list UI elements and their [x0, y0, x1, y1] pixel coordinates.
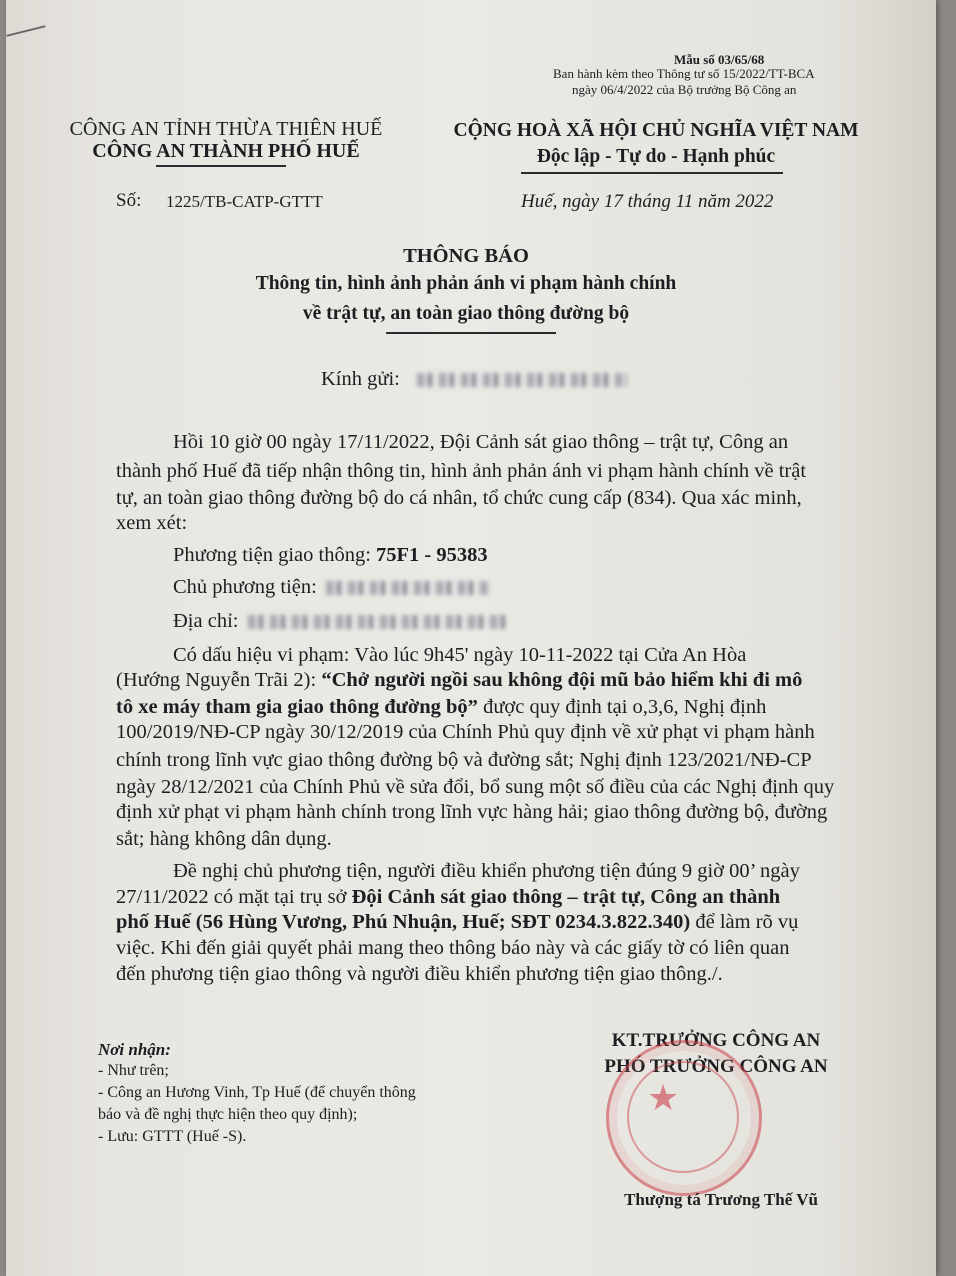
p1-line-2: thành phố Huế đã tiếp nhận thông tin, hình ảnh phản ánh vi phạm hành chính về trật	[116, 460, 807, 482]
address-label: Địa chỉ:	[173, 610, 239, 632]
form-number: Mẫu số 03/65/68	[674, 52, 765, 67]
owner-label: Chủ phương tiện:	[173, 576, 317, 598]
pen-mark	[6, 25, 45, 37]
notice-subtitle-1: Thông tin, hình ảnh phản ánh vi phạm hành chính	[255, 273, 677, 294]
doc-number: 1225/TB-CATP-GTTT	[166, 192, 323, 211]
notice-title: THÔNG BÁO	[403, 245, 529, 267]
national-title: CỘNG HOÀ XÃ HỘI CHỦ NGHĨA VIỆT NAM	[453, 120, 859, 141]
violation-line-5: chính trong lĩnh vực giao thông đường bộ và đường sắt; Nghị định 123/2021/NĐ-CP	[116, 749, 812, 771]
p1-line-4: xem xét:	[116, 512, 188, 534]
recipient-item-2a: - Công an Hương Vinh, Tp Huế (để chuyển thông	[98, 1084, 416, 1101]
title-underline	[386, 332, 556, 334]
agency-parent: CÔNG AN TỈNH THỪA THIÊN HUẾ	[69, 118, 383, 140]
official-seal	[606, 1040, 762, 1196]
seal-star-icon: ★	[647, 1078, 680, 1118]
request-date: 27/11/2022 có mặt tại trụ sở	[116, 886, 352, 908]
request-address: phố Huế (56 Hùng Vương, Phú Nhuận, Huế; SĐT 0234.3.822.340)	[116, 911, 691, 933]
violation-line-8: sắt; hàng không dân dụng.	[116, 828, 332, 850]
request-line-1: Đề nghị chủ phương tiện, người điều khiển phương tiện đúng 9 giờ 00’ ngày	[173, 860, 800, 882]
owner-row	[173, 572, 491, 603]
request-line-5: đến phương tiện giao thông và người điều khiển phương tiện giao thông./.	[116, 963, 723, 985]
recipient-redacted	[417, 373, 627, 387]
place-date: Huế, ngày 17 tháng 11 năm 2022	[521, 191, 774, 212]
agency-name: CÔNG AN THÀNH PHỐ HUẾ	[92, 140, 360, 162]
request-office: Đội Cảnh sát giao thông – trật tự, Công an thành	[351, 886, 781, 908]
violation-description-2: tô xe máy tham gia giao thông đường bộ”	[116, 696, 478, 718]
vehicle-label: Phương tiện giao thông:	[173, 544, 371, 566]
national-motto: Độc lập - Tự do - Hạnh phúc	[536, 146, 776, 167]
form-issued-with: Ban hành kèm theo Thông tư số 15/2022/TT-BCA	[553, 66, 815, 81]
notice-subtitle-2: về trật tự, an toàn giao thông đường bộ	[302, 303, 630, 324]
motto-underline	[521, 172, 783, 174]
recipient-item-3: - Lưu: GTTT (Huế -S).	[98, 1128, 247, 1145]
violation-line-6: ngày 28/12/2021 của Chính Phủ về sửa đổi, bổ sung một số điều của các Nghị định quy	[116, 776, 835, 798]
violation-line-4: 100/2019/NĐ-CP ngày 30/12/2019 của Chính Phủ quy định về xử phạt vi phạm hành	[116, 721, 815, 743]
violation-line-1: Có dấu hiệu vi phạm: Vào lúc 9h45' ngày 10-11-2022 tại Cửa An Hòa	[173, 644, 747, 666]
address-row	[173, 606, 506, 637]
p1-line-3: tự, an toàn giao thông đường bộ do cá nhân, tổ chức cung cấp (834). Qua xác minh,	[116, 487, 802, 509]
document-page	[6, 0, 936, 1276]
greeting	[321, 364, 627, 395]
request-purpose: để làm rõ vụ	[690, 911, 799, 933]
request-line-4: việc. Khi đến giải quyết phải mang theo thông báo này và các giấy tờ có liên quan	[116, 937, 790, 959]
seal-inner-ring	[627, 1061, 739, 1173]
agency-underline	[156, 165, 286, 167]
violation-line-7: định xử phạt vi phạm hành chính trong lĩnh vực hàng hải; giao thông đường bộ, đường	[116, 801, 828, 823]
violation-line-2	[116, 665, 802, 696]
recipients-title: Nơi nhận:	[98, 1040, 171, 1059]
signer-name: Thượng tá Trương Thế Vũ	[624, 1190, 818, 1209]
signer-role-2: PHÓ TRƯỞNG CÔNG AN	[604, 1056, 828, 1077]
vehicle-row	[173, 540, 488, 571]
p1-line-1: Hồi 10 giờ 00 ngày 17/11/2022, Đội Cảnh sát giao thông – trật tự, Công an	[173, 431, 789, 453]
violation-description-1: “Chở người ngồi sau không đội mũ bảo hiểm khi đi mô	[321, 669, 803, 691]
address-redacted	[248, 615, 506, 629]
doc-number-label: Số:	[116, 190, 142, 211]
recipient-item-1: - Như trên;	[98, 1062, 169, 1079]
violation-regulation: được quy định tại o,3,6, Nghị định	[477, 696, 767, 718]
recipient-item-2b: báo và đề nghị thực hiện theo quy định);	[98, 1106, 358, 1123]
form-issued-date: ngày 06/4/2022 của Bộ trưởng Bộ Công an	[572, 82, 797, 97]
violation-location: (Hướng Nguyễn Trãi 2):	[116, 669, 322, 691]
owner-redacted	[326, 581, 491, 595]
vehicle-plate: 75F1 - 95383	[376, 544, 488, 566]
signer-role-1: KT.TRƯỞNG CÔNG AN	[611, 1030, 821, 1051]
greeting-label: Kính gửi:	[321, 368, 400, 390]
